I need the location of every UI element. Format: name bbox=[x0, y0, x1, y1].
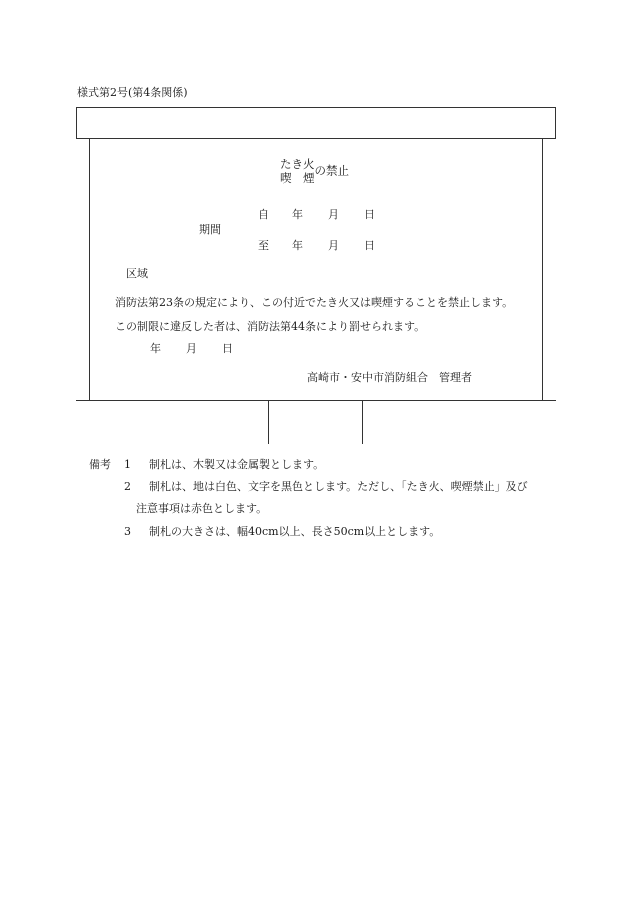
notice-line-1: 消防法第23条の規定により、この付近でたき火又は喫煙することを禁止します。 bbox=[115, 296, 514, 309]
ground-line bbox=[76, 400, 556, 401]
period-to-day: 日 bbox=[364, 239, 375, 252]
period-from-year: 年 bbox=[292, 208, 303, 221]
sign-date-day: 日 bbox=[222, 342, 233, 355]
sign-date-year: 年 bbox=[150, 342, 161, 355]
note-2-text: 制札は、地は白色、文字を黒色とします。ただし、「たき火、喫煙禁止」及び bbox=[149, 480, 528, 493]
issuer: 高崎市・安中市消防組合 管理者 bbox=[307, 371, 472, 384]
note-3-number: 3 bbox=[124, 525, 131, 538]
area-label: 区域 bbox=[126, 267, 148, 280]
period-from-month: 月 bbox=[328, 208, 339, 221]
title-line-takibi: たき火 bbox=[280, 157, 315, 171]
notes-label: 備考 bbox=[89, 458, 111, 471]
note-1-text: 制札は、木製又は金属製とします。 bbox=[149, 458, 325, 471]
period-to-prefix: 至 bbox=[258, 239, 269, 252]
period-from-day: 日 bbox=[364, 208, 375, 221]
note-1-number: 1 bbox=[124, 458, 131, 471]
sign-title bbox=[280, 157, 349, 186]
title-line-kitsuen: 喫 煙 bbox=[280, 171, 315, 186]
notice-line-2: この制限に違反した者は、消防法第44条により罰せられます。 bbox=[115, 320, 426, 333]
period-to-month: 月 bbox=[328, 239, 339, 252]
sign-post-left bbox=[268, 401, 269, 444]
sign-post-right bbox=[362, 401, 363, 444]
period-to-year: 年 bbox=[292, 239, 303, 252]
period-label: 期間 bbox=[199, 223, 221, 236]
note-2-continuation: 注意事項は赤色とします。 bbox=[136, 502, 268, 515]
title-suffix: の禁止 bbox=[314, 163, 349, 178]
form-label: 様式第2号(第4条関係) bbox=[77, 86, 188, 99]
sign-date-month: 月 bbox=[186, 342, 197, 355]
note-3-text: 制札の大きさは、幅40cm以上、長さ50cm以上とします。 bbox=[149, 525, 441, 538]
note-2-number: 2 bbox=[124, 480, 131, 493]
period-from-prefix: 自 bbox=[258, 208, 269, 221]
sign-header-frame bbox=[76, 107, 556, 139]
